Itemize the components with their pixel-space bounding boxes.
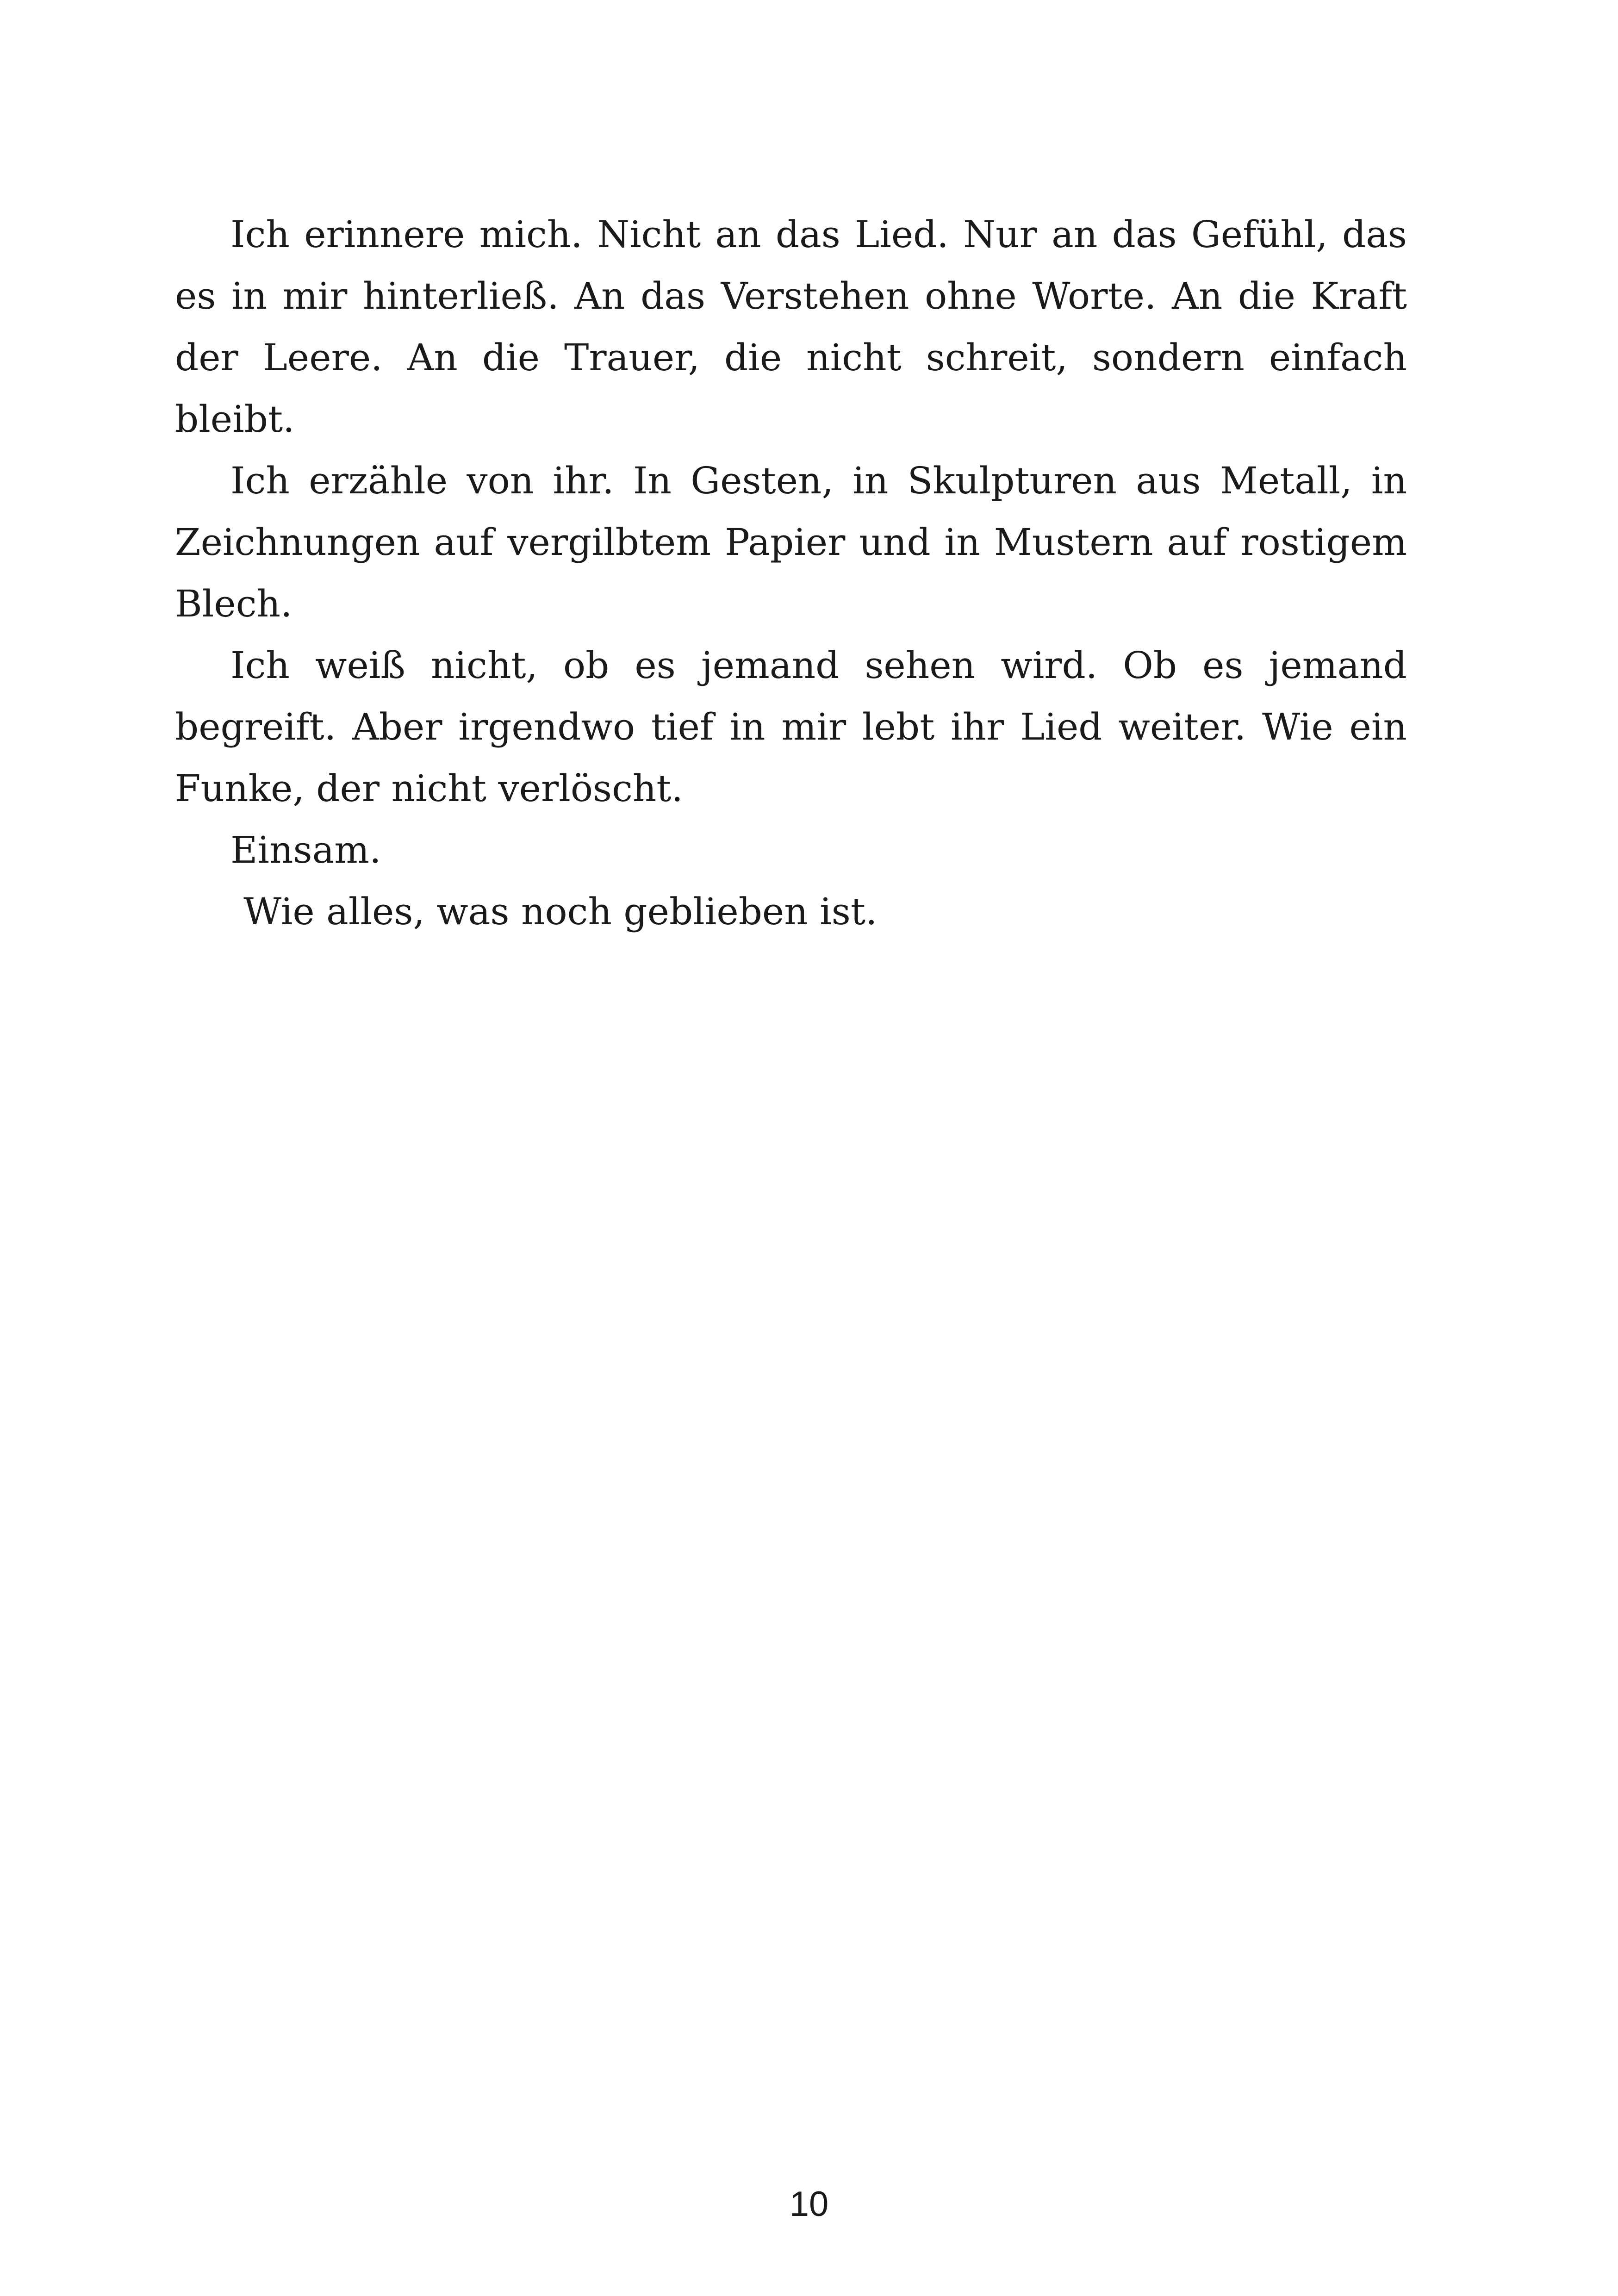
- paragraph-1: Ich erinnere mich. Nicht an das Lied. Nur an das Gefühl, das es in mir hinterließ. An das Verstehen ohne Worte. An die Kraft der Leere. An die Trauer, die nicht schreit, sondern einfach bleibt.: [175, 213, 1407, 441]
- body-text: [175, 204, 1407, 942]
- paragraph-2: Ich erzähle von ihr. In Gesten, in Skulpturen aus Metall, in Zeichnungen auf vergilbtem Papier und in Mustern auf rostigem Blech.: [175, 459, 1407, 625]
- paragraph-3: Ich weiß nicht, ob es jemand sehen wird. Ob es jemand begreift. Aber irgendwo tief in mir lebt ihr Lied weiter. Wie ein Funke, der nicht verlöscht.: [175, 644, 1407, 810]
- paragraph-4: Einsam.: [230, 828, 381, 871]
- page-number: 10: [789, 2184, 829, 2224]
- paragraph-5: Wie alles, was noch geblieben ist.: [243, 890, 877, 933]
